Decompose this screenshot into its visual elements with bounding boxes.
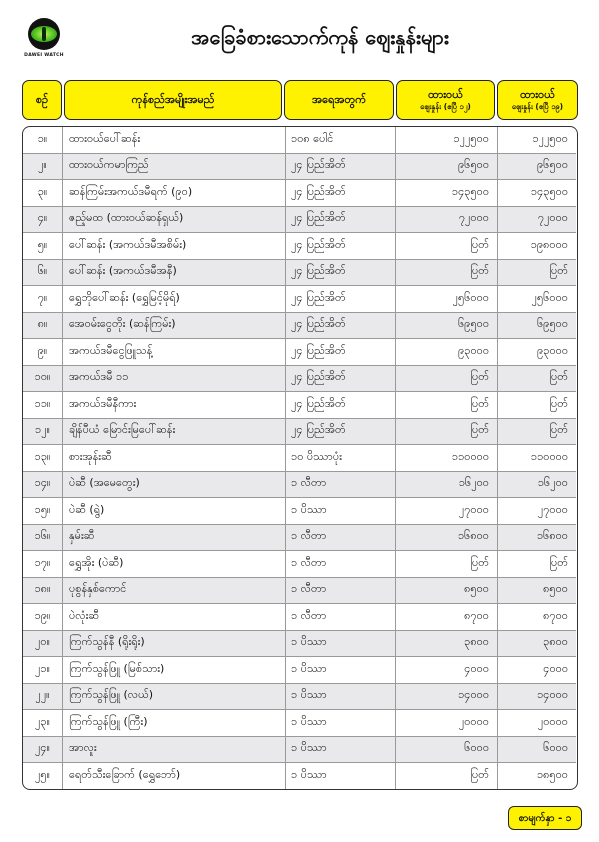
price-apr-12: ၁၁၀၀၀၀ (396, 445, 498, 471)
price-apr-12: ၇၂၀၀၀ (396, 207, 498, 233)
item-unit: ၁ ပိဿာ (286, 657, 396, 683)
row-number: ၁၁။ (23, 392, 63, 418)
table-row (23, 366, 576, 393)
price-apr-19: ၁၄၀၀၀ (537, 688, 568, 702)
row-number: ၂၄။ (23, 737, 63, 763)
item-name: အကယ်ဒမီနီကား (63, 392, 286, 418)
item-unit: ၁ လီတာ (286, 551, 396, 577)
price-apr-12: ၁၄၀၀၀ (396, 684, 498, 710)
price-apr-19: ၁၁၀၀၀၀ (530, 449, 568, 463)
item-unit: ၁ ပိဿာ (286, 498, 396, 524)
price-apr-12: ၈၇၀၀ (396, 604, 498, 630)
table-row (23, 392, 576, 419)
row-number: ၁၂။ (23, 419, 63, 445)
item-name: အေဝမ်းငွေတိုး (ဆန်ကြမ်း) (63, 313, 286, 339)
item-unit: ၁ ပိဿာ (286, 710, 396, 736)
row-number: ၁၄။ (23, 472, 63, 498)
table-row (23, 657, 576, 684)
item-name: ပေါ်ဆန်း (အကယ်ဒမီအနီ) (63, 260, 286, 286)
price-apr-19: ၆၉၅၀၀ (537, 317, 568, 331)
table-row (23, 286, 576, 313)
row-number: ၉။ (23, 339, 63, 365)
price-apr-19: ၉၃၀၀၀ (537, 343, 568, 357)
price-apr-12: ၈၅၀၀ (396, 578, 498, 604)
price-apr-19: ၂၅၆၀၀၀ (531, 290, 568, 304)
item-unit: ၂၄ ပြည်အိတ် (286, 392, 396, 418)
price-apr-12: ၉၆၅၀၀ (396, 154, 498, 180)
table-row (23, 127, 576, 154)
item-unit: ၁ ပိဿာ (286, 737, 396, 763)
table-row (23, 419, 576, 446)
item-name: ပုစွန်နှစ်ကောင် (63, 578, 286, 604)
table-row (23, 763, 576, 790)
price-apr-19: ပြတ် (549, 264, 568, 278)
price-apr-19: ၂၀၀၀၀ (537, 714, 568, 728)
table-row (23, 604, 576, 631)
row-number: ၈။ (23, 313, 63, 339)
header-price-1 (396, 80, 495, 120)
header-no (22, 80, 62, 120)
price-apr-19: ၄၀၀၀ (543, 661, 568, 675)
table-row (23, 233, 576, 260)
price-apr-12: ပြတ် (396, 551, 498, 577)
row-number: ၁၈။ (23, 578, 63, 604)
table-row (23, 684, 576, 711)
item-name: ပေါ်ဆန်း (အကယ်ဒမီအစိမ်း) (63, 233, 286, 259)
header-price-2-date: ဈေးနှုန်း (ဧပြီ ၁၉) (511, 102, 564, 112)
table-row (23, 154, 576, 181)
header-price-1-date: ဈေးနှုန်း (ဧပြီ ၁၂) (420, 102, 471, 112)
table-row (23, 551, 576, 578)
table-row (23, 631, 576, 658)
row-number: ၂၁။ (23, 657, 63, 683)
price-apr-12: ၁၂၂၅၀၀ (396, 127, 498, 153)
page-number-label: စာမျက်နှာ - ၁ (518, 812, 572, 824)
row-number: ၆။ (23, 260, 63, 286)
price-apr-19: ပြတ် (549, 423, 568, 437)
eye-logo-icon (28, 18, 60, 50)
price-apr-19: ၇၂၀၀၀ (537, 211, 568, 225)
price-apr-19: ၃၈၀၀ (543, 635, 568, 649)
price-apr-12: ၄၀၀၀ (396, 657, 498, 683)
price-apr-19: ၂၇၀၀၀ (537, 502, 568, 516)
price-apr-19: ၁၂၂၅၀၀ (532, 131, 568, 145)
item-unit: ၁ လီတာ (286, 472, 396, 498)
item-unit: ၁ ပိဿာ (286, 763, 396, 790)
item-name: ကြက်သွန်ဖြူ (ကြီး) (63, 710, 286, 736)
table-row (23, 207, 576, 234)
table-row (23, 472, 576, 499)
item-unit: ၁ ပိဿာ (286, 631, 396, 657)
price-apr-12: ပြတ် (396, 763, 498, 790)
item-unit: ၂၄ ပြည်အိတ် (286, 180, 396, 206)
item-unit: ၁ လီတာ (286, 604, 396, 630)
header-price-2 (497, 80, 578, 120)
item-name: ပဲလုံးဆီ (63, 604, 286, 630)
item-unit: ၂၄ ပြည်အိတ် (286, 233, 396, 259)
item-name: ဇည့်မထ (ထားဝယ်ဆန်ရှယ်) (63, 207, 286, 233)
price-apr-12: ပြတ် (396, 233, 498, 259)
row-number: ၂။ (23, 154, 63, 180)
price-table (22, 126, 578, 790)
item-name: ရွှေအိုး (ပဲဆီ) (63, 551, 286, 577)
table-row (23, 445, 576, 472)
item-name: ကြက်သွန်ဖြူ (လယ်) (63, 684, 286, 710)
row-number: ၁၃။ (23, 445, 63, 471)
price-apr-12: ပြတ် (396, 260, 498, 286)
price-apr-12: ၉၃၀၀၀ (396, 339, 498, 365)
price-apr-19: ပြတ် (549, 370, 568, 384)
price-apr-12: ပြတ် (396, 366, 498, 392)
item-unit: ၂၄ ပြည်အိတ် (286, 419, 396, 445)
header-no-label: စဉ် (35, 93, 49, 107)
price-apr-12: ၁၆၂၀၀ (396, 472, 498, 498)
price-apr-19: ၁၆၂၀၀ (537, 476, 568, 490)
item-unit: ၂၄ ပြည်အိတ် (286, 366, 396, 392)
item-name: ထားဝယ်ပေါ်ဆန်း (63, 127, 286, 153)
item-name: ရွှေဘိုပေါ်ဆန်း (ရွှေမြင့်မိုရ်) (63, 286, 286, 312)
table-row (23, 180, 576, 207)
price-apr-19: ပြတ် (549, 555, 568, 569)
row-number: ၂၃။ (23, 710, 63, 736)
price-apr-19: ၁၄၃၅၀၀ (530, 184, 568, 198)
row-number: ၁၅။ (23, 498, 63, 524)
table-row (23, 498, 576, 525)
item-name: ကြက်သွန်နီ (ရိုးရိုး) (63, 631, 286, 657)
item-name: ဆန်ကြမ်းအကယ်ဒမီရက် (၉၀) (63, 180, 286, 206)
dawei-watch-logo (24, 18, 64, 58)
header-price-2-label: ထားဝယ် (520, 88, 555, 102)
item-name: စားအုန်းဆီ (63, 445, 286, 471)
row-number: ၂၂။ (23, 684, 63, 710)
price-apr-19: ၆၀၀၀ (543, 741, 568, 755)
price-apr-12: ၃၈၀၀ (396, 631, 498, 657)
row-number: ၁၇။ (23, 551, 63, 577)
item-name: ကြက်သွန်ဖြူ (မြစ်သား) (63, 657, 286, 683)
logo-text: DAWEI WATCH (24, 53, 64, 58)
row-number: ၄။ (23, 207, 63, 233)
row-number: ၂၅။ (23, 763, 63, 790)
row-number: ၇။ (23, 286, 63, 312)
item-unit: ၁၀ ပိဿာပုံး (286, 445, 396, 471)
table-row (23, 313, 576, 340)
price-apr-12: ၂၅၆၀၀၀ (396, 286, 498, 312)
item-unit: ၁ လီတာ (286, 525, 396, 551)
row-number: ၁၉။ (23, 604, 63, 630)
table-row (23, 578, 576, 605)
item-unit: ၂၄ ပြည်အိတ် (286, 286, 396, 312)
item-name: အကယ်ဒမီငွေဖြူသန့် (63, 339, 286, 365)
table-row (23, 737, 576, 764)
item-name: ချိန်ပီယံ မြောင်းမြပေါ်ဆန်း (63, 419, 286, 445)
price-apr-12: ၂၀၀၀၀ (396, 710, 498, 736)
item-name: နှမ်းဆီ (63, 525, 286, 551)
row-number: ၁။ (23, 127, 63, 153)
header-unit (284, 80, 394, 120)
item-unit: ၁၀၈ ပေါင် (286, 127, 396, 153)
header-item-label: ကုန်စည်အမျိုးအမည် (131, 93, 215, 107)
item-unit: ၂၄ ပြည်အိတ် (286, 339, 396, 365)
item-unit: ၂၄ ပြည်အိတ် (286, 154, 396, 180)
item-name: ပဲဆီ (ရွဲ) (63, 498, 286, 524)
table-row (23, 260, 576, 287)
price-apr-12: ၁၄၃၅၀၀ (396, 180, 498, 206)
item-unit: ၂၄ ပြည်အိတ် (286, 313, 396, 339)
row-number: ၃။ (23, 180, 63, 206)
row-number: ၁၀။ (23, 366, 63, 392)
price-apr-12: ပြတ် (396, 419, 498, 445)
item-name: အာလူး (63, 737, 286, 763)
header-item (64, 80, 282, 120)
price-apr-19: ၈၅၀၀ (543, 582, 568, 596)
page-number-badge (508, 806, 582, 830)
item-unit: ၂၄ ပြည်အိတ် (286, 260, 396, 286)
price-apr-12: ပြတ် (396, 392, 498, 418)
table-row (23, 339, 576, 366)
header-price-1-label: ထားဝယ် (428, 88, 463, 102)
row-number: ၅။ (23, 233, 63, 259)
item-unit: ၁ ပိဿာ (286, 684, 396, 710)
price-apr-19: ၁၉၈၀၀၀ (530, 237, 568, 251)
table-row (23, 710, 576, 737)
item-unit: ၁ လီတာ (286, 578, 396, 604)
row-number: ၁၆။ (23, 525, 63, 551)
table-row (23, 525, 576, 552)
item-unit: ၂၄ ပြည်အိတ် (286, 207, 396, 233)
item-name: ထားဝယ်ကမာကြည် (63, 154, 286, 180)
price-apr-19: ၉၆၅၀၀ (537, 158, 568, 172)
item-name: ရေတ်သီးခြောက် (ရွှေဘော်) (63, 763, 286, 790)
price-apr-12: ၁၆၈၀၀ (396, 525, 498, 551)
price-apr-19: ပြတ် (549, 396, 568, 410)
page-title: အခြေခံစားသောက်ကုန် ဈေးနှုန်းများ (191, 25, 449, 49)
item-name: ပဲဆီ (အမေတွေး) (63, 472, 286, 498)
price-apr-12: ၆၀၀၀ (396, 737, 498, 763)
row-number: ၂၀။ (23, 631, 63, 657)
price-apr-19: ၁၈၅၀၀ (536, 768, 568, 782)
item-name: အကယ်ဒမီ ၁၁ (63, 366, 286, 392)
price-apr-12: ၆၉၅၀၀ (396, 313, 498, 339)
price-apr-19: ၈၇၀၀ (543, 608, 568, 622)
price-apr-19: ၁၆၈၀၀ (536, 529, 568, 543)
header-unit-label: အရေအတွက် (312, 93, 366, 107)
price-apr-12: ၂၇၀၀၀ (396, 498, 498, 524)
